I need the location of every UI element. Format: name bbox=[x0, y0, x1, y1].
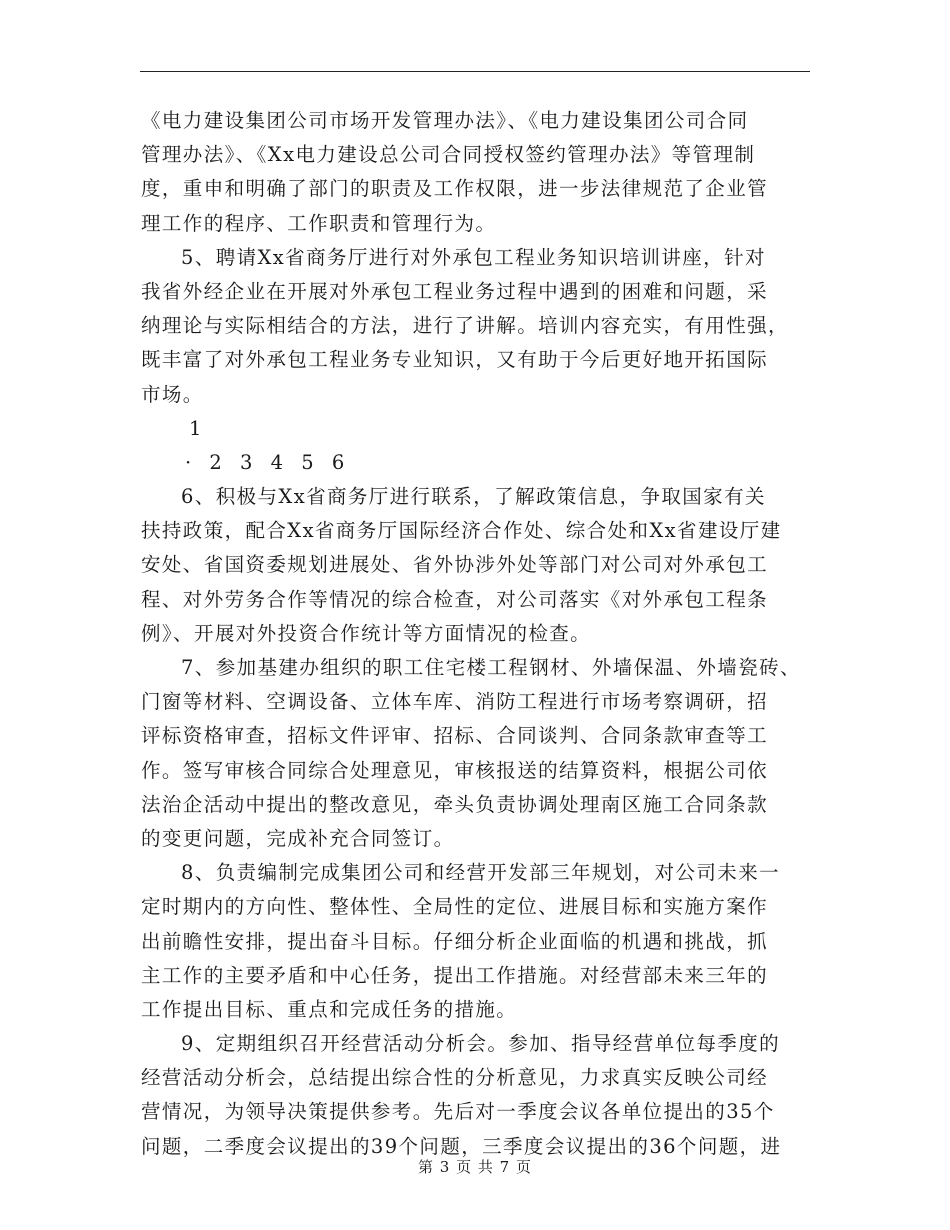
text-line: 理工作的程序、工作职责和管理行为。 bbox=[141, 211, 497, 235]
text-line: 安处、省国资委规划进展处、省外协涉外处等部门对公司对外承包工 bbox=[141, 553, 769, 577]
document-body bbox=[141, 104, 831, 1164]
text-line: 既丰富了对外承包工程业务专业知识，又有助于今后更好地开拓国际 bbox=[141, 348, 769, 372]
text-line: 程、对外劳务合作等情况的综合检查，对公司落实《对外承包工程条 bbox=[141, 587, 769, 611]
text-line: 《电力建设集团公司市场开发管理办法》、《电力建设集团公司合同 bbox=[141, 109, 749, 132]
text-line: 经营活动分析会，总结提出综合性的分析意见，力求真实反映公司经 bbox=[141, 1066, 769, 1090]
paragraph-start-line: 9、定期组织召开经营活动分析会。参加、指导经营单位每季度的 bbox=[181, 1032, 781, 1056]
text-line: 我省外经企业在开展对外承包工程业务过程中遇到的困难和问题，采 bbox=[141, 279, 769, 303]
text-line: 工作提出目标、重点和完成任务的措施。 bbox=[141, 997, 518, 1021]
text-line: 度，重申和明确了部门的职责及工作权限，进一步法律规范了企业管 bbox=[141, 177, 769, 201]
paragraph-start-line: 7、参加基建办组织的职工住宅楼工程钢材、外墙保温、外墙瓷砖、 bbox=[181, 656, 801, 679]
text-line: 的变更问题，完成补充合同签订。 bbox=[141, 826, 455, 850]
text-line: 法治企活动中提出的整改意见，牵头负责协调处理南区施工合同条款 bbox=[141, 792, 769, 816]
text-line: 定时期内的方向性、整体性、全局性的定位、进展目标和实施方案作 bbox=[141, 895, 769, 919]
text-line: 扶持政策，配合Xx省商务厅国际经济合作处、综合处和Xx省建设厅建 bbox=[141, 519, 782, 543]
text-line: 作。签写审核合同综合处理意见，审核报送的结算资料，根据公司依 bbox=[141, 758, 769, 782]
text-line: 门窗等材料、空调设备、立体车库、消防工程进行市场考察调研，招 bbox=[141, 690, 769, 714]
text-line: 管理办法》、《Xx电力建设总公司合同授权签约管理办法》等管理制 bbox=[141, 143, 756, 167]
text-line: 营情况，为领导决策提供参考。先后对一季度会议各单位提出的35个 bbox=[141, 1100, 775, 1124]
stray-number-list: · 2 3 4 5 6 bbox=[185, 450, 351, 474]
text-line: 纳理论与实际相结合的方法，进行了讲解。培训内容充实，有用性强， bbox=[141, 314, 789, 338]
paragraph-start-line: 5、聘请Xx省商务厅进行对外承包工程业务知识培训讲座，针对 bbox=[181, 245, 766, 269]
page-number-footer: 第 3 页 共 7 页 bbox=[418, 1158, 532, 1176]
text-line: 出前瞻性安排，提出奋斗目标。仔细分析企业面临的机遇和挑战，抓 bbox=[141, 929, 769, 953]
text-line: 例》、开展对外投资合作统计等方面情况的检查。 bbox=[141, 621, 592, 645]
paragraph-start-line: 6、积极与Xx省商务厅进行联系，了解政策信息，争取国家有关 bbox=[181, 485, 766, 509]
text-line: 问题，二季度会议提出的39个问题，三季度会议提出的36个问题，进 bbox=[141, 1134, 782, 1158]
text-line: 主工作的主要矛盾和中心任务，提出工作措施。对经营部未来三年的 bbox=[141, 963, 769, 987]
text-line: 市场。 bbox=[141, 382, 204, 406]
stray-number: 1 bbox=[189, 416, 203, 440]
paragraph-start-line: 8、负责编制完成集团公司和经营开发部三年规划，对公司未来一 bbox=[181, 861, 781, 885]
header-rule bbox=[140, 71, 810, 72]
text-line: 评标资格审查，招标文件评审、招标、合同谈判、合同条款审查等工 bbox=[141, 724, 769, 748]
